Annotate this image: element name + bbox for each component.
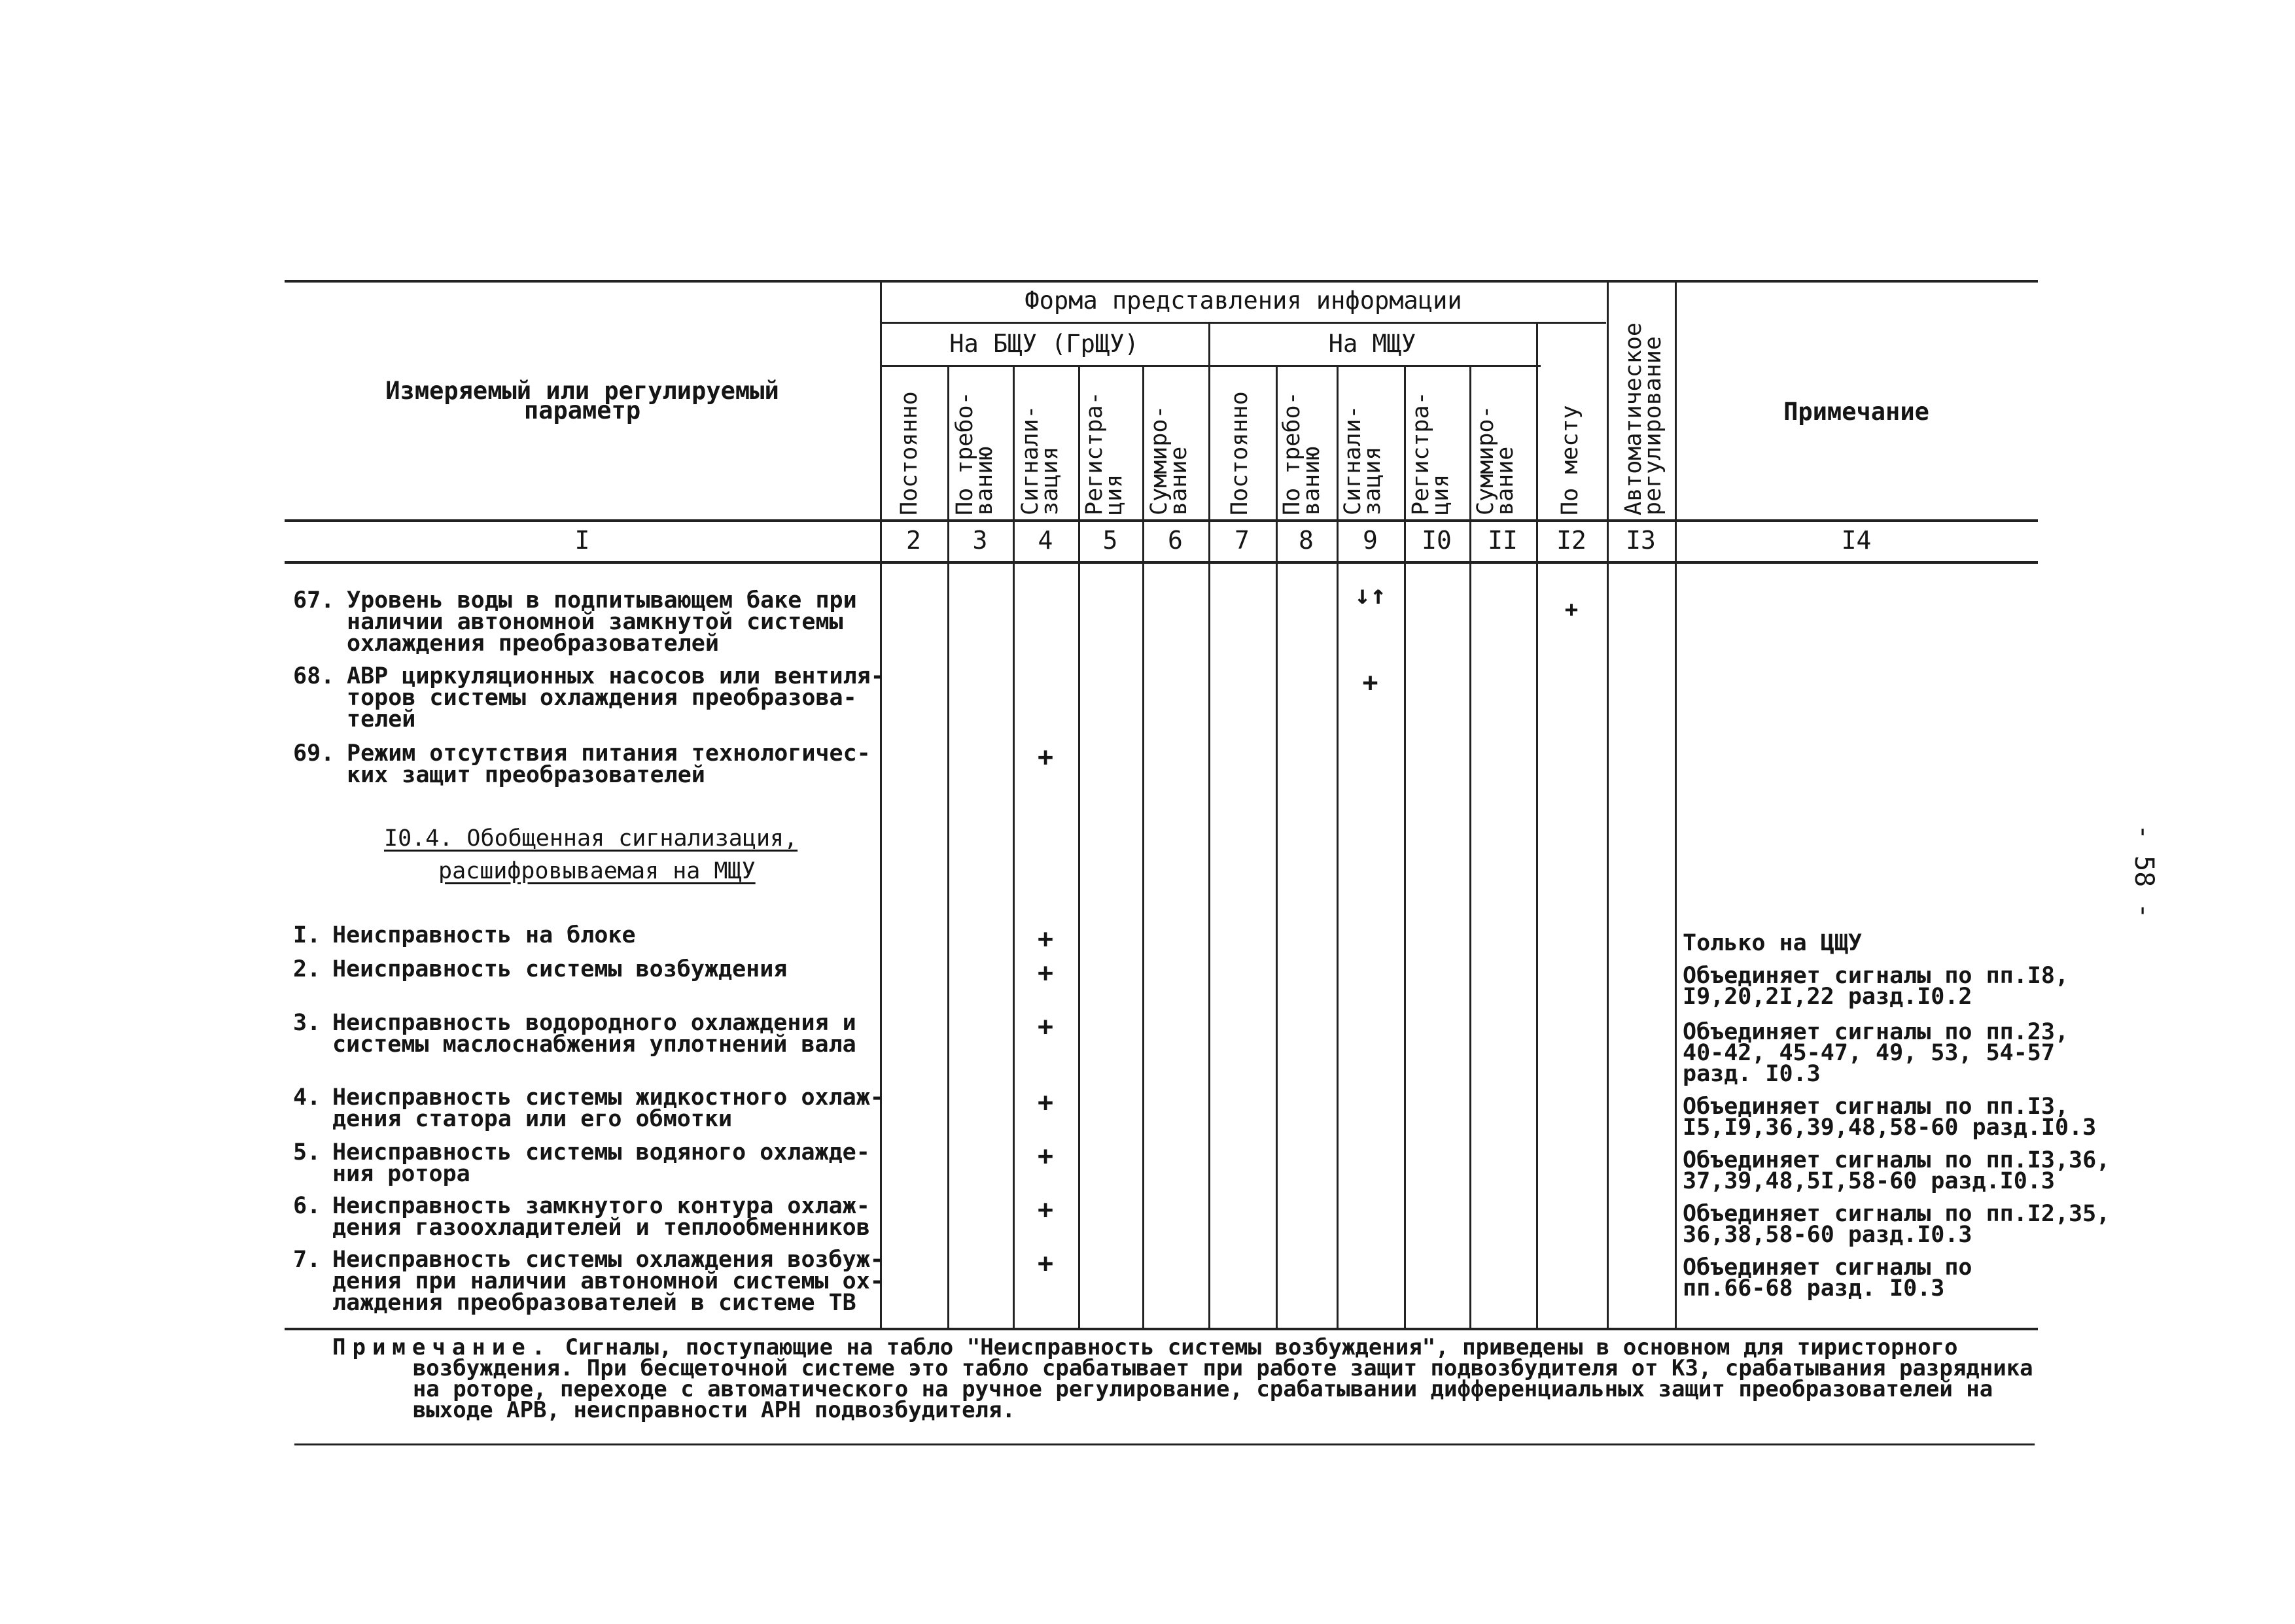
- row-mark: +: [1037, 742, 1054, 772]
- col-header-bshu-on-demand: По требо- ванию: [952, 391, 998, 515]
- row-parameter: АВР циркуляционных насосов или вентиля- торов системы охлаждения преобразова- телей: [347, 663, 885, 733]
- row-mark: +: [1037, 1088, 1054, 1118]
- col-header-bshu-constant: Постоянно: [896, 391, 922, 515]
- col-divider: [1078, 365, 1080, 1328]
- col-divider: [1607, 280, 1609, 1328]
- col-divider: [1142, 365, 1144, 1328]
- col-header-mshu-summation: Суммиро- вание: [1473, 405, 1518, 515]
- row-mark: +: [1037, 1249, 1054, 1279]
- row-parameter: Неисправность системы водяного охлажде- ния ротора: [332, 1139, 870, 1187]
- row-number: 68.: [293, 663, 335, 689]
- col-divider: [1675, 280, 1677, 1328]
- col-number: 2: [906, 526, 921, 555]
- group-header-rule: [880, 322, 1606, 324]
- bshu-title: На БЩУ (ГрЩУ): [949, 330, 1139, 358]
- col-divider: [1469, 365, 1471, 1328]
- row-parameter: Неисправность водородного охлаждения и системы маслоснабжения уплотнений вала: [332, 1010, 856, 1058]
- row-mark: +: [1564, 596, 1579, 623]
- footnote: [332, 1334, 2033, 1423]
- row-number: 67.: [293, 587, 335, 613]
- col-number: 6: [1168, 526, 1183, 555]
- col-header-bshu-signaling: Сигнали- зация: [1017, 405, 1063, 515]
- col-number: 5: [1102, 526, 1118, 555]
- col-number: I: [574, 526, 590, 555]
- numbers-bottom-rule: [285, 561, 2038, 564]
- col-header-mshu-on-demand: По требо- ванию: [1279, 391, 1325, 515]
- footnote-label: Примечание.: [332, 1334, 552, 1360]
- col-number: 7: [1235, 526, 1250, 555]
- row-parameter: Неисправность системы жидкостного охлаж- дения статора или его обмотки: [332, 1084, 884, 1132]
- row-note: Объединяет сигналы по пп.I8, I9,20,2I,22 разд.I0.2: [1683, 963, 2069, 1010]
- col-number: II: [1488, 526, 1518, 555]
- col-header-mshu-registration: Регистра- ция: [1408, 391, 1454, 515]
- col-header-bshu-summation: Суммиро- вание: [1146, 405, 1192, 515]
- col-divider: [1404, 365, 1406, 1328]
- col-header-mshu-signaling: Сигнали- зация: [1340, 405, 1386, 515]
- row-parameter: Режим отсутствия питания технологичес- ких защит преобразователей: [347, 740, 871, 788]
- page-number: - 58 -: [2129, 824, 2159, 919]
- subgroup-header-rule: [880, 365, 1541, 367]
- header-bottom-rule: [285, 519, 2038, 522]
- row-mark: +: [1362, 668, 1378, 698]
- note-column-title: Примечание: [1783, 398, 1929, 426]
- col-number: I3: [1626, 526, 1656, 555]
- col-divider: [1013, 365, 1015, 1328]
- table-top-rule: [285, 280, 2038, 283]
- row-mark: +: [1037, 1195, 1054, 1225]
- row-mark: ↓↑: [1354, 580, 1386, 610]
- mshu-title: На МЩУ: [1328, 330, 1416, 358]
- row-number: 2.: [293, 956, 321, 982]
- col-number: I4: [1841, 526, 1872, 555]
- footnote-bottom-rule: [294, 1443, 2035, 1445]
- col-header-auto-regulation: Автоматическое регулирование: [1621, 322, 1666, 515]
- row-note: Объединяет сигналы по пп.I3,36, 37,39,48,5I,58-60 разд.I0.3: [1683, 1147, 2111, 1194]
- col-divider: [1536, 322, 1538, 1328]
- col-divider: [1276, 365, 1278, 1328]
- col-divider: [947, 365, 949, 1328]
- row-number: 69.: [293, 740, 335, 767]
- row-parameter: Уровень воды в подпитывающем баке при наличии автономной замкнутой системы охлаждения преобразователей: [347, 587, 857, 657]
- col-number: 8: [1299, 526, 1314, 555]
- section-title-line-1: I0.4. Обобщенная сигнализация,: [384, 825, 798, 852]
- row-number: 7.: [293, 1247, 321, 1273]
- row-mark: +: [1037, 1012, 1054, 1042]
- row-parameter: Неисправность замкнутого контура охлаж- дения газоохладителей и теплообменников: [332, 1193, 870, 1241]
- row-number: 5.: [293, 1139, 321, 1166]
- row-note: Объединяет сигналы по пп.23, 40-42, 45-47, 49, 53, 54-57 разд. I0.3: [1683, 1019, 2069, 1087]
- row-note: Объединяет сигналы по пп.66-68 разд. I0.3: [1683, 1254, 1972, 1302]
- row-parameter: Неисправность системы охлаждения возбуж- дения при наличии автономной системы ох- лаждения преобразователей в системе ТВ: [332, 1247, 884, 1316]
- row-mark: +: [1037, 1141, 1054, 1171]
- col-header-local: По месту: [1557, 405, 1583, 515]
- col-number: I0: [1422, 526, 1452, 555]
- col-number: 3: [972, 526, 988, 555]
- row-parameter: Неисправность системы возбуждения: [332, 956, 788, 982]
- col-header-mshu-constant: Постоянно: [1227, 391, 1253, 515]
- col-divider: [1208, 322, 1210, 1328]
- row-note: Только на ЦЩУ: [1683, 930, 1862, 956]
- table-bottom-rule: [285, 1328, 2038, 1330]
- col-number: I2: [1556, 526, 1586, 555]
- footnote-text: Сигналы, поступающие на табло "Неисправность системы возбуждения", приведены в основном для тиристорного возбуждения. При бесщеточной системе это табло срабатывает при работе защит подвозбудителя от КЗ, срабатывания разрядника на роторе, переходе с автоматического на ручное регулирование, срабатывании дифференциальных защит преобразователей на выходе АРВ, неисправности АРН подвозбудителя.: [412, 1334, 2033, 1423]
- row-mark: +: [1037, 958, 1054, 988]
- row-number: 4.: [293, 1084, 321, 1111]
- group-title: Форма представления информации: [1025, 286, 1462, 315]
- row-note: Объединяет сигналы по пп.I3, I5,I9,36,39,48,58-60 разд.I0.3: [1683, 1094, 2097, 1141]
- col-number: 9: [1363, 526, 1378, 555]
- section-title-line-2: расшифровываемая на МЩУ: [438, 858, 756, 884]
- param-column-title: Измеряемый или регулируемый параметр: [385, 377, 779, 424]
- col-header-bshu-registration: Регистра- ция: [1081, 391, 1127, 515]
- col-divider: [1337, 365, 1339, 1328]
- row-number: I.: [293, 922, 321, 948]
- col-number: 4: [1038, 526, 1053, 555]
- row-note: Объединяет сигналы по пп.I2,35, 36,38,58-60 разд.I0.3: [1683, 1201, 2111, 1248]
- row-number: 3.: [293, 1010, 321, 1036]
- col-divider: [880, 280, 882, 1328]
- row-parameter: Неисправность на блоке: [332, 922, 636, 948]
- row-mark: +: [1037, 924, 1054, 954]
- row-number: 6.: [293, 1193, 321, 1219]
